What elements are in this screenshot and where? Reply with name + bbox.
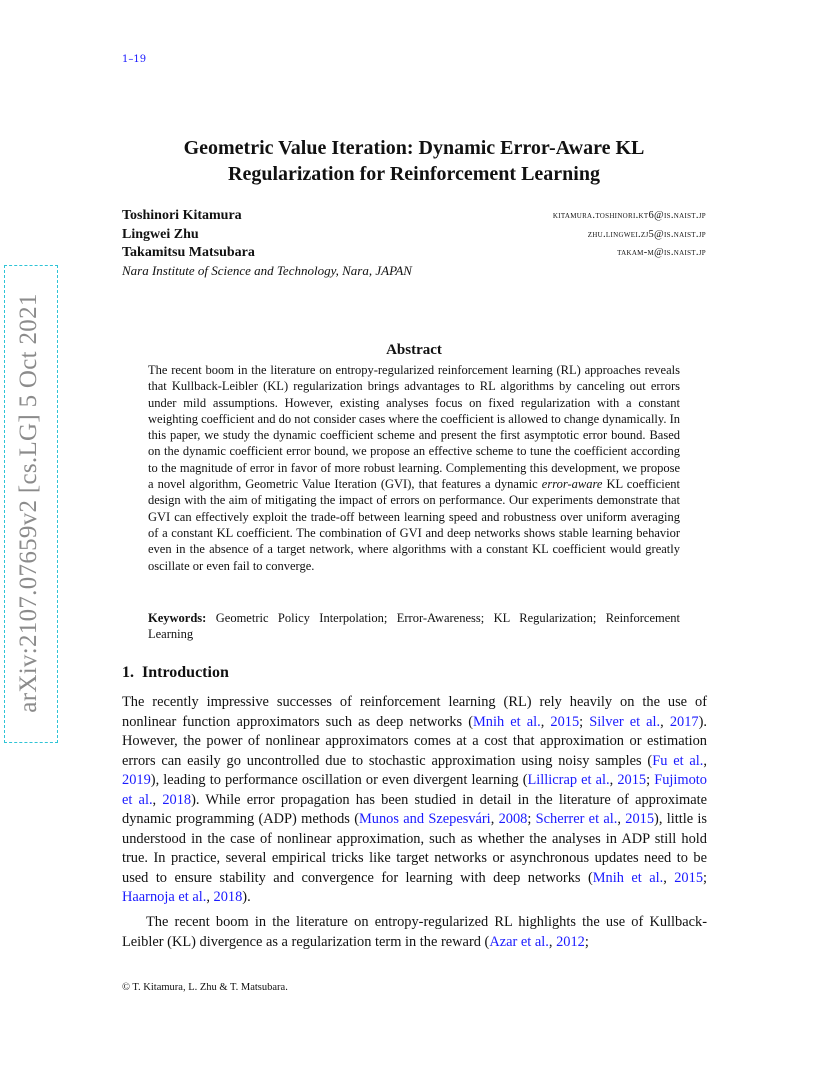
abstract-text xyxy=(148,362,680,574)
citation-link[interactable]: Haarnoja et al. xyxy=(122,889,207,905)
author-email[interactable]: kitamura.toshinori.kt6@is.naist.jp xyxy=(552,210,706,221)
author-email[interactable]: takam-m@is.naist.jp xyxy=(617,247,706,258)
intro-text: , xyxy=(152,791,163,808)
keywords-label: Keywords: xyxy=(148,611,207,625)
intro-text: ). xyxy=(242,889,251,905)
intro-text: , xyxy=(540,713,551,730)
arxiv-identifier[interactable]: arXiv:2107.07659v2 [cs.LG] 5 Oct 2021 xyxy=(15,293,42,713)
abstract-text-part: The recent boom in the literature on entropy-regularized reinforcement learning (RL) approaches reveals that Kullback-Leibler (KL) regularization brings advantages to RL algorithms by canceling out errors under mild assumptions. However, existing analyses focus on fixed regularization with a constant weighting coefficient and do not consider cases where the coefficient is allowed to change dynamically. In this paper, we study the dynamic coefficient scheme and present the first asymptotic error bound. Based on the dynamic coefficient error bound, we propose an effective scheme to tune the coefficient according to the magnitude of error in favor of more robust learning. Complementing this development, we propose a novel algorithm, Geometric Value Iteration (GVI), that features a dynamic xyxy=(148,363,680,492)
citation-link[interactable]: Azar et al. xyxy=(489,933,549,950)
citation-link[interactable]: 2015 xyxy=(625,811,655,827)
intro-text: ), little is understood in the case of nonlinear approximation, such as whether the analyses in ADP still hold true. In practice, several empirical tricks like target networks or asynchronous updates need to be used to ensure stability and convergence for learning with deep networks ( xyxy=(122,811,707,886)
citation-link[interactable]: Fu et al. xyxy=(652,752,704,769)
citation-link[interactable]: Munos and Szepesvári xyxy=(359,811,491,827)
intro-text: ), leading to performance oscillation or even divergent learning ( xyxy=(150,772,528,788)
author-email[interactable]: zhu.lingwei.zj5@is.naist.jp xyxy=(587,229,706,240)
citation-link[interactable]: 2015 xyxy=(617,772,647,788)
author-name: Lingwei Zhu xyxy=(122,227,199,242)
abstract-heading: Abstract xyxy=(386,342,442,358)
intro-text: , xyxy=(660,713,670,730)
intro-text: ; xyxy=(579,713,590,730)
citation-link[interactable]: Fujimoto et al. xyxy=(122,772,707,808)
intro-text: , xyxy=(206,889,214,905)
citation-link[interactable]: 2019 xyxy=(122,772,151,788)
citation-link[interactable]: Mnih et al. xyxy=(473,713,541,730)
author-name: Toshinori Kitamura xyxy=(122,208,242,223)
intro-text: , xyxy=(609,772,618,788)
intro-text: The recently impressive successes of reinforcement learning (RL) rely heavily on the use of nonlinear function approximators such as deep networks ( xyxy=(122,694,707,730)
copyright-footer: © T. Kitamura, L. Zhu & T. Matsubara. xyxy=(122,982,288,993)
citation-link[interactable]: 2008 xyxy=(498,811,528,827)
intro-text: ; xyxy=(584,933,589,950)
citation-link[interactable]: 2015 xyxy=(674,869,704,886)
citation-link[interactable]: Silver et al. xyxy=(589,713,661,730)
section-number: 1. xyxy=(122,664,134,681)
keywords-list: Geometric Policy Interpolation; Error-Awareness; KL Regularization; Reinforcement Learning xyxy=(148,611,680,642)
intro-text: , xyxy=(617,811,626,827)
intro-paragraph xyxy=(122,913,707,952)
citation-link[interactable]: Lillicrap et al. xyxy=(527,772,610,788)
paper-title: Geometric Value Iteration: Dynamic Error-Aware KL Regularization for Reinforcement Learning xyxy=(183,137,645,185)
author-row xyxy=(122,245,706,263)
intro-text: ). However, the power of nonlinear approximators comes at a cost that approximation or estimation errors can easily go uncontrolled due to stochastic approximation using noisy samples ( xyxy=(122,713,707,769)
intro-text: The recent boom in the literature on entropy-regularized RL highlights the use of Kullback-Leibler (KL) divergence as a regularization term in the reward ( xyxy=(122,914,707,950)
intro-text: ; xyxy=(703,869,708,886)
intro-text: , xyxy=(663,869,675,886)
intro-text: , xyxy=(548,933,557,950)
intro-text: , xyxy=(703,752,707,769)
keywords xyxy=(148,610,680,643)
author-row xyxy=(122,208,706,226)
citation-link[interactable]: 2017 xyxy=(669,713,699,730)
citation-link[interactable]: 2018 xyxy=(162,791,192,808)
citation-link[interactable]: Mnih et al. xyxy=(592,869,664,886)
author-name: Takamitsu Matsubara xyxy=(122,245,255,260)
citation-link[interactable]: 2012 xyxy=(556,933,585,950)
abstract-text-part: KL coefficient design with the aim of mitigating the impact of errors on performance. Our experiments demonstrate that GVI can effectively exploit the trade-off between learning speed and robustness over uniform averaging of a constant KL coefficient. The combination of GVI and deep networks shows stable learning behavior even in the absence of a target network, where algorithms with a constant KL coefficient would greatly oscillate or even fail to converge. xyxy=(148,477,680,573)
intro-text: ; xyxy=(646,772,655,788)
citation-link[interactable]: Scherrer et al. xyxy=(535,811,618,827)
citation-link[interactable]: 2018 xyxy=(213,889,243,905)
section-heading xyxy=(122,664,229,682)
intro-text: , xyxy=(490,811,499,827)
intro-paragraph xyxy=(122,693,707,908)
intro-text: ). While error propagation has been studied in detail in the literature of approximate dynamic programming (ADP) methods ( xyxy=(122,791,708,827)
abstract-emphasis: error-aware xyxy=(541,477,603,492)
page-range: 1–19 xyxy=(122,54,147,65)
author-affiliation: Nara Institute of Science and Technology, Nara, JAPAN xyxy=(122,263,412,278)
intro-text: ; xyxy=(527,811,536,827)
section-title: Introduction xyxy=(142,664,229,681)
citation-link[interactable]: 2015 xyxy=(550,713,580,730)
author-row xyxy=(122,227,706,245)
